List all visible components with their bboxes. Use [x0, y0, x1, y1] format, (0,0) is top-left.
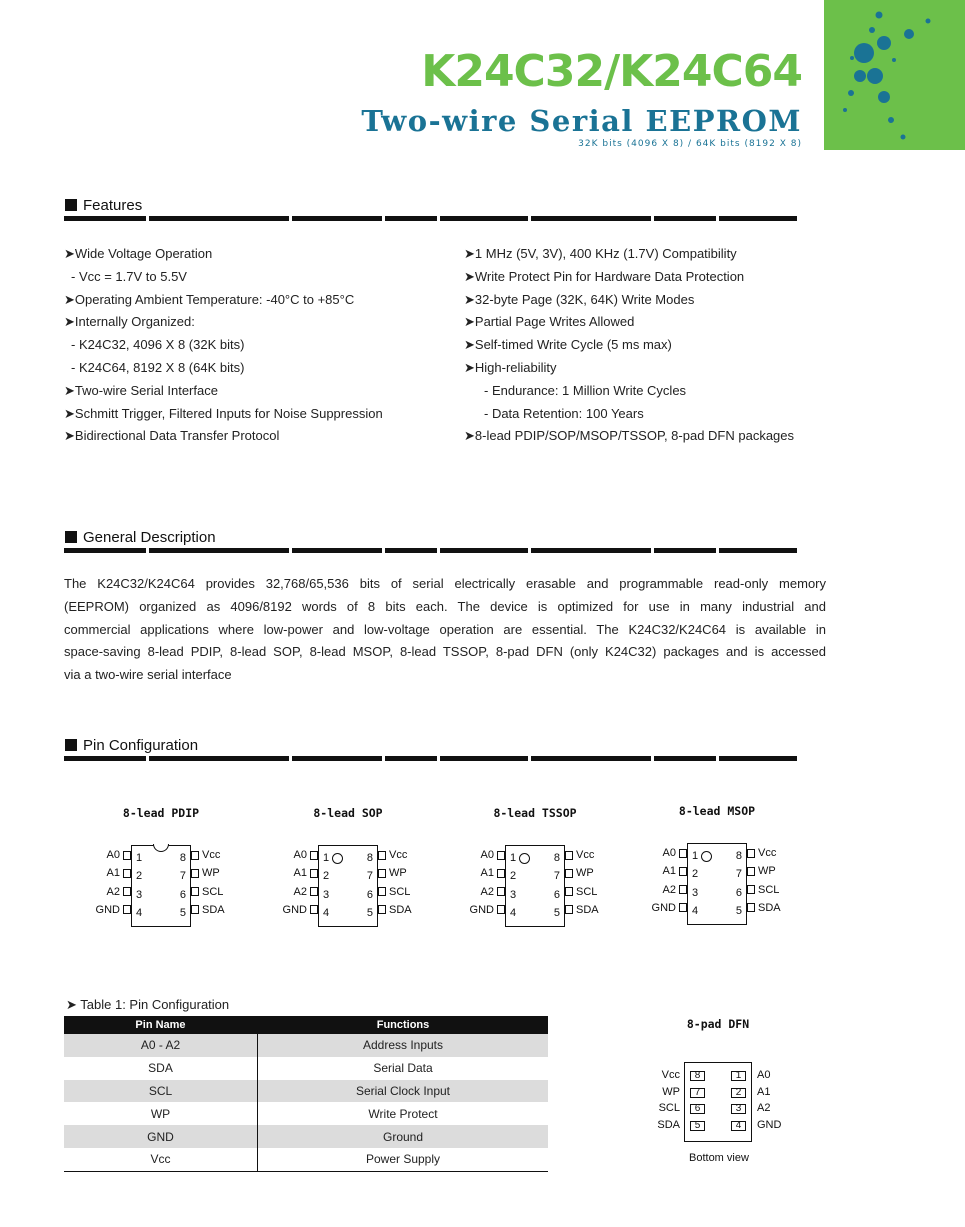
- pin-label: A0: [480, 849, 494, 861]
- pin-right-sda: [747, 899, 781, 917]
- dfn-right-pad: 4: [731, 1121, 746, 1131]
- pin-lead-icon: [191, 869, 199, 878]
- table-header-row: [64, 1016, 548, 1034]
- features-left-list: [64, 243, 383, 448]
- pin-label: SCL: [202, 885, 224, 898]
- pin-number: 8: [179, 852, 186, 864]
- table-caption: ➤ Table 1: Pin Configuration: [66, 997, 230, 1012]
- pin-lead-icon: [310, 905, 318, 914]
- pin-label: SDA: [576, 903, 599, 916]
- feature-item: ➤32-byte Page (32K, 64K) Write Modes: [464, 291, 695, 307]
- pin-number: 6: [553, 888, 560, 901]
- pin-number: 4: [692, 904, 699, 917]
- pin-left-a1: [107, 864, 131, 882]
- pin-number: 6: [735, 886, 742, 899]
- pin-number: 6: [179, 888, 186, 901]
- pin1-dot-icon: [519, 853, 530, 864]
- capacity-line: 32K bits (4096 X 8) / 64K bits (8192 X 8): [578, 139, 802, 149]
- table-cell-pin-name: Vcc: [64, 1148, 258, 1171]
- pin-number: 2: [323, 870, 330, 883]
- pin-lead-icon: [747, 885, 755, 894]
- pin-label: GND: [651, 901, 676, 914]
- pin-right-vcc: [565, 846, 594, 864]
- table-cell-function: Power Supply: [258, 1148, 549, 1171]
- pin-lead-icon: [378, 905, 386, 914]
- pin-right-sda: [191, 901, 225, 919]
- pin-label: WP: [576, 867, 594, 880]
- pin-right-vcc: [191, 846, 220, 864]
- pin-lead-icon: [310, 869, 318, 878]
- pin-right-scl: [378, 883, 410, 901]
- pin-number: 2: [136, 870, 143, 883]
- dfn-right-label: A2: [757, 1102, 771, 1114]
- feature-item: ➤Internally Organized:: [64, 314, 195, 330]
- dfn-right-label: GND: [757, 1118, 782, 1131]
- pin-config-heading: [65, 737, 198, 754]
- pin-right-scl: [191, 883, 223, 901]
- pin-number: 5: [366, 906, 373, 919]
- pin-left-gnd: [470, 901, 505, 919]
- table-row: [64, 1125, 548, 1148]
- pin-label: SCL: [576, 885, 598, 898]
- pin-lead-icon: [378, 869, 386, 878]
- table-cell-function: Serial Clock Input: [258, 1080, 549, 1103]
- pin-left-a0: [663, 844, 687, 862]
- table-cell-pin-name: SCL: [64, 1080, 258, 1103]
- pin-left-a0: [481, 846, 505, 864]
- pin-number: 8: [366, 852, 373, 864]
- pin-right-vcc: [747, 844, 776, 862]
- table-row: [64, 1034, 548, 1057]
- pin-label: A2: [662, 883, 676, 896]
- pin-label: SCL: [389, 885, 411, 898]
- pin-label: A1: [293, 867, 307, 880]
- logo-graphic: [824, 0, 965, 150]
- pin-right-scl: [747, 881, 779, 899]
- pin-number: 7: [366, 870, 373, 883]
- pin-label: A1: [662, 865, 676, 878]
- pin-label: SCL: [758, 883, 780, 896]
- pin-config-heading-text: Pin Configuration: [83, 737, 199, 754]
- table-header-pin-name: Pin Name: [64, 1016, 258, 1034]
- dfn-right-label: A0: [757, 1069, 771, 1081]
- pin-number: 3: [136, 888, 143, 901]
- pin-number: 2: [692, 868, 699, 881]
- pin-lead-icon: [123, 905, 131, 914]
- pin-label: WP: [202, 867, 220, 880]
- pin-lead-icon: [747, 849, 755, 858]
- dfn-left-label: SCL: [658, 1102, 680, 1114]
- package-outline: [687, 843, 747, 925]
- pin-left-a2: [107, 883, 131, 901]
- table-header-functions: Functions: [258, 1016, 549, 1034]
- pin-label: SDA: [202, 903, 225, 916]
- dfn-caption: Bottom view: [689, 1152, 749, 1164]
- pin-lead-icon: [191, 887, 199, 896]
- pin-config-rule: [64, 756, 825, 761]
- heading-square-icon: [65, 199, 77, 211]
- dfn-left-pad: 5: [690, 1121, 705, 1131]
- dfn-left-pad: 6: [690, 1104, 705, 1114]
- pin-label: Vcc: [758, 847, 777, 859]
- pin-lead-icon: [679, 867, 687, 876]
- pin-label: Vcc: [576, 849, 595, 861]
- feature-item: - Vcc = 1.7V to 5.5V: [71, 268, 187, 284]
- pin-lead-icon: [679, 903, 687, 912]
- pin-number: 5: [735, 904, 742, 917]
- table-cell-pin-name: SDA: [64, 1057, 258, 1080]
- pin-number: 4: [510, 906, 517, 919]
- package-outline: [318, 845, 378, 927]
- package-title: 8-lead MSOP: [678, 804, 756, 818]
- product-subtitle: Two-wire Serial EEPROM: [361, 104, 802, 138]
- pin-lead-icon: [497, 869, 505, 878]
- pin-number: 3: [510, 888, 517, 901]
- feature-item: - Endurance: 1 Million Write Cycles: [484, 382, 687, 398]
- pin-table: [64, 1016, 548, 1172]
- pin-lead-icon: [565, 851, 573, 860]
- pin-number: 7: [553, 870, 560, 883]
- pin-right-wp: [378, 864, 407, 882]
- dfn-right-pad: 3: [731, 1104, 746, 1114]
- features-rule: [64, 216, 825, 221]
- dfn-left-label: SDA: [657, 1118, 680, 1131]
- pin-lead-icon: [679, 885, 687, 894]
- pin-lead-icon: [310, 851, 318, 860]
- table-cell-function: Address Inputs: [258, 1034, 549, 1057]
- table-row: [64, 1057, 548, 1080]
- dfn-title: 8-pad DFN: [686, 1017, 750, 1031]
- pin-number: 2: [510, 870, 517, 883]
- dfn-left-label: Vcc: [661, 1069, 680, 1081]
- pin-left-gnd: [283, 901, 318, 919]
- dfn-left-label: WP: [662, 1085, 680, 1098]
- dfn-left-pad: 8: [690, 1071, 705, 1081]
- pin-label: SDA: [389, 903, 412, 916]
- description-line: The K24C32/K24C64 provides 32,768/65,536 bits of serial electrically erasable and programmable read-only memory: [64, 576, 826, 591]
- pin-left-gnd: [652, 899, 687, 917]
- pin-number: 8: [553, 852, 560, 864]
- pin-number: 1: [510, 852, 517, 864]
- pin-lead-icon: [123, 869, 131, 878]
- pin-label: A2: [480, 885, 494, 898]
- pin-number: 1: [323, 852, 330, 864]
- pin-number: 5: [553, 906, 560, 919]
- feature-item: ➤Partial Page Writes Allowed: [464, 314, 635, 330]
- pin-left-a0: [294, 846, 318, 864]
- pin-number: 5: [179, 906, 186, 919]
- pin-lead-icon: [565, 869, 573, 878]
- table-cell-function: Ground: [258, 1125, 549, 1148]
- feature-item: ➤Two-wire Serial Interface: [64, 382, 218, 398]
- pin-number: 1: [692, 850, 699, 862]
- pin-right-wp: [747, 862, 776, 880]
- dfn-left-pad: 7: [690, 1088, 705, 1098]
- feature-item: ➤8-lead PDIP/SOP/MSOP/TSSOP, 8-pad DFN packages: [464, 428, 795, 444]
- feature-item: ➤Schmitt Trigger, Filtered Inputs for Noise Suppression: [64, 405, 383, 421]
- pin-label: Vcc: [389, 849, 408, 861]
- pin-right-sda: [565, 901, 599, 919]
- pin-label: WP: [389, 867, 407, 880]
- table-cell-pin-name: GND: [64, 1125, 258, 1148]
- pin-left-a1: [663, 862, 687, 880]
- pin-lead-icon: [378, 887, 386, 896]
- package-title: 8-lead TSSOP: [493, 806, 577, 820]
- pin-lead-icon: [497, 887, 505, 896]
- notch-icon: [153, 844, 169, 852]
- pin-number: 3: [692, 886, 699, 899]
- pin-lead-icon: [191, 905, 199, 914]
- pin-lead-icon: [497, 851, 505, 860]
- pin-left-a0: [107, 846, 131, 864]
- pin-lead-icon: [679, 849, 687, 858]
- dfn-right-pad: 2: [731, 1088, 746, 1098]
- pin-number: 4: [136, 906, 143, 919]
- pin-number: 7: [735, 868, 742, 881]
- table-cell-pin-name: A0 - A2: [64, 1034, 258, 1057]
- bubbles-logo-icon: [824, 0, 965, 150]
- pin-label: A1: [480, 867, 494, 880]
- pin-lead-icon: [310, 887, 318, 896]
- pin-label: A0: [106, 849, 120, 861]
- description-line: via a two-wire serial interface: [64, 667, 232, 683]
- pin-label: A1: [106, 867, 120, 880]
- pin-label: GND: [282, 903, 307, 916]
- pin-label: Vcc: [202, 849, 221, 861]
- pin-lead-icon: [497, 905, 505, 914]
- pin-label: A2: [293, 885, 307, 898]
- description-heading: [65, 529, 216, 546]
- pin-number: 3: [323, 888, 330, 901]
- description-line: commercial applications where low-power and low-voltage operation are essential. The K24C32/K24C64 is available in: [64, 621, 826, 637]
- pin-lead-icon: [565, 905, 573, 914]
- dfn-right-label: A1: [757, 1085, 771, 1098]
- pin-label: A0: [662, 847, 676, 859]
- feature-item: - K24C64, 8192 X 8 (64K bits): [71, 359, 245, 375]
- pin-lead-icon: [123, 851, 131, 860]
- feature-item: ➤Wide Voltage Operation: [64, 246, 213, 261]
- table-cell-function: Serial Data: [373, 1061, 433, 1076]
- table-cell-function: Write Protect: [368, 1106, 438, 1121]
- table-row: [64, 1080, 548, 1103]
- feature-item: ➤Bidirectional Data Transfer Protocol: [64, 428, 280, 444]
- pin-right-wp: [191, 864, 220, 882]
- pin-number: 6: [366, 888, 373, 901]
- description-body: [64, 572, 826, 686]
- pin-label: SDA: [758, 901, 781, 914]
- pin1-dot-icon: [701, 851, 712, 862]
- pin-left-a2: [663, 881, 687, 899]
- product-title: K24C32/K24C64: [421, 46, 802, 97]
- pin-number: 4: [323, 906, 330, 919]
- description-heading-text: General Description: [83, 529, 216, 546]
- features-heading-text: Features: [83, 197, 143, 214]
- features-right-list: [464, 243, 794, 448]
- pin-lead-icon: [565, 887, 573, 896]
- pin-right-vcc: [378, 846, 407, 864]
- package-title: 8-lead PDIP: [122, 806, 200, 820]
- pin-right-wp: [565, 864, 594, 882]
- pin-number: 1: [136, 852, 143, 864]
- feature-item: ➤High-reliability: [464, 359, 557, 375]
- description-line: space-saving 8-lead PDIP, 8-lead SOP, 8-lead MSOP, 8-lead TSSOP, 8-pad DFN (only K24C32) packages and is accessed: [64, 644, 826, 660]
- pin-left-a1: [294, 864, 318, 882]
- pin-label: GND: [95, 903, 120, 916]
- pin-lead-icon: [747, 867, 755, 876]
- package-outline: [131, 845, 191, 927]
- description-rule: [64, 548, 825, 553]
- pin-number: 7: [179, 870, 186, 883]
- pin-lead-icon: [747, 903, 755, 912]
- pin-lead-icon: [378, 851, 386, 860]
- package-title: 8-lead SOP: [313, 806, 383, 820]
- feature-item: ➤1 MHz (5V, 3V), 400 KHz (1.7V) Compatibility: [464, 246, 737, 261]
- pin-lead-icon: [191, 851, 199, 860]
- pin-label: WP: [758, 865, 776, 878]
- dfn-right-pad: 1: [731, 1071, 746, 1081]
- heading-square-icon: [65, 531, 77, 543]
- pin-right-sda: [378, 901, 412, 919]
- description-line: (EEPROM) organized as 4096/8192 words of 8 bits each. The device is optimized for use in many industrial and: [64, 598, 826, 614]
- pin-label: A0: [293, 849, 307, 861]
- table-cell-pin-name: WP: [64, 1102, 258, 1125]
- pin-label: A2: [106, 885, 120, 898]
- pin-number: 8: [735, 850, 742, 862]
- table-row: [64, 1148, 548, 1171]
- pin-lead-icon: [123, 887, 131, 896]
- heading-square-icon: [65, 739, 77, 751]
- pin-left-a2: [294, 883, 318, 901]
- pin-left-a2: [481, 883, 505, 901]
- feature-item: - Data Retention: 100 Years: [484, 405, 644, 421]
- pin-label: GND: [469, 903, 494, 916]
- pin-left-a1: [481, 864, 505, 882]
- feature-item: - K24C32, 4096 X 8 (32K bits): [71, 337, 245, 353]
- feature-item: ➤Write Protect Pin for Hardware Data Protection: [464, 268, 745, 284]
- pin1-dot-icon: [332, 853, 343, 864]
- pin-left-gnd: [96, 901, 131, 919]
- pin-right-scl: [565, 883, 597, 901]
- table-row: [64, 1102, 548, 1125]
- features-heading: [65, 197, 142, 214]
- package-outline: [505, 845, 565, 927]
- feature-item: ➤Operating Ambient Temperature: -40°C to +85°C: [64, 291, 355, 307]
- feature-item: ➤Self-timed Write Cycle (5 ms max): [464, 337, 672, 353]
